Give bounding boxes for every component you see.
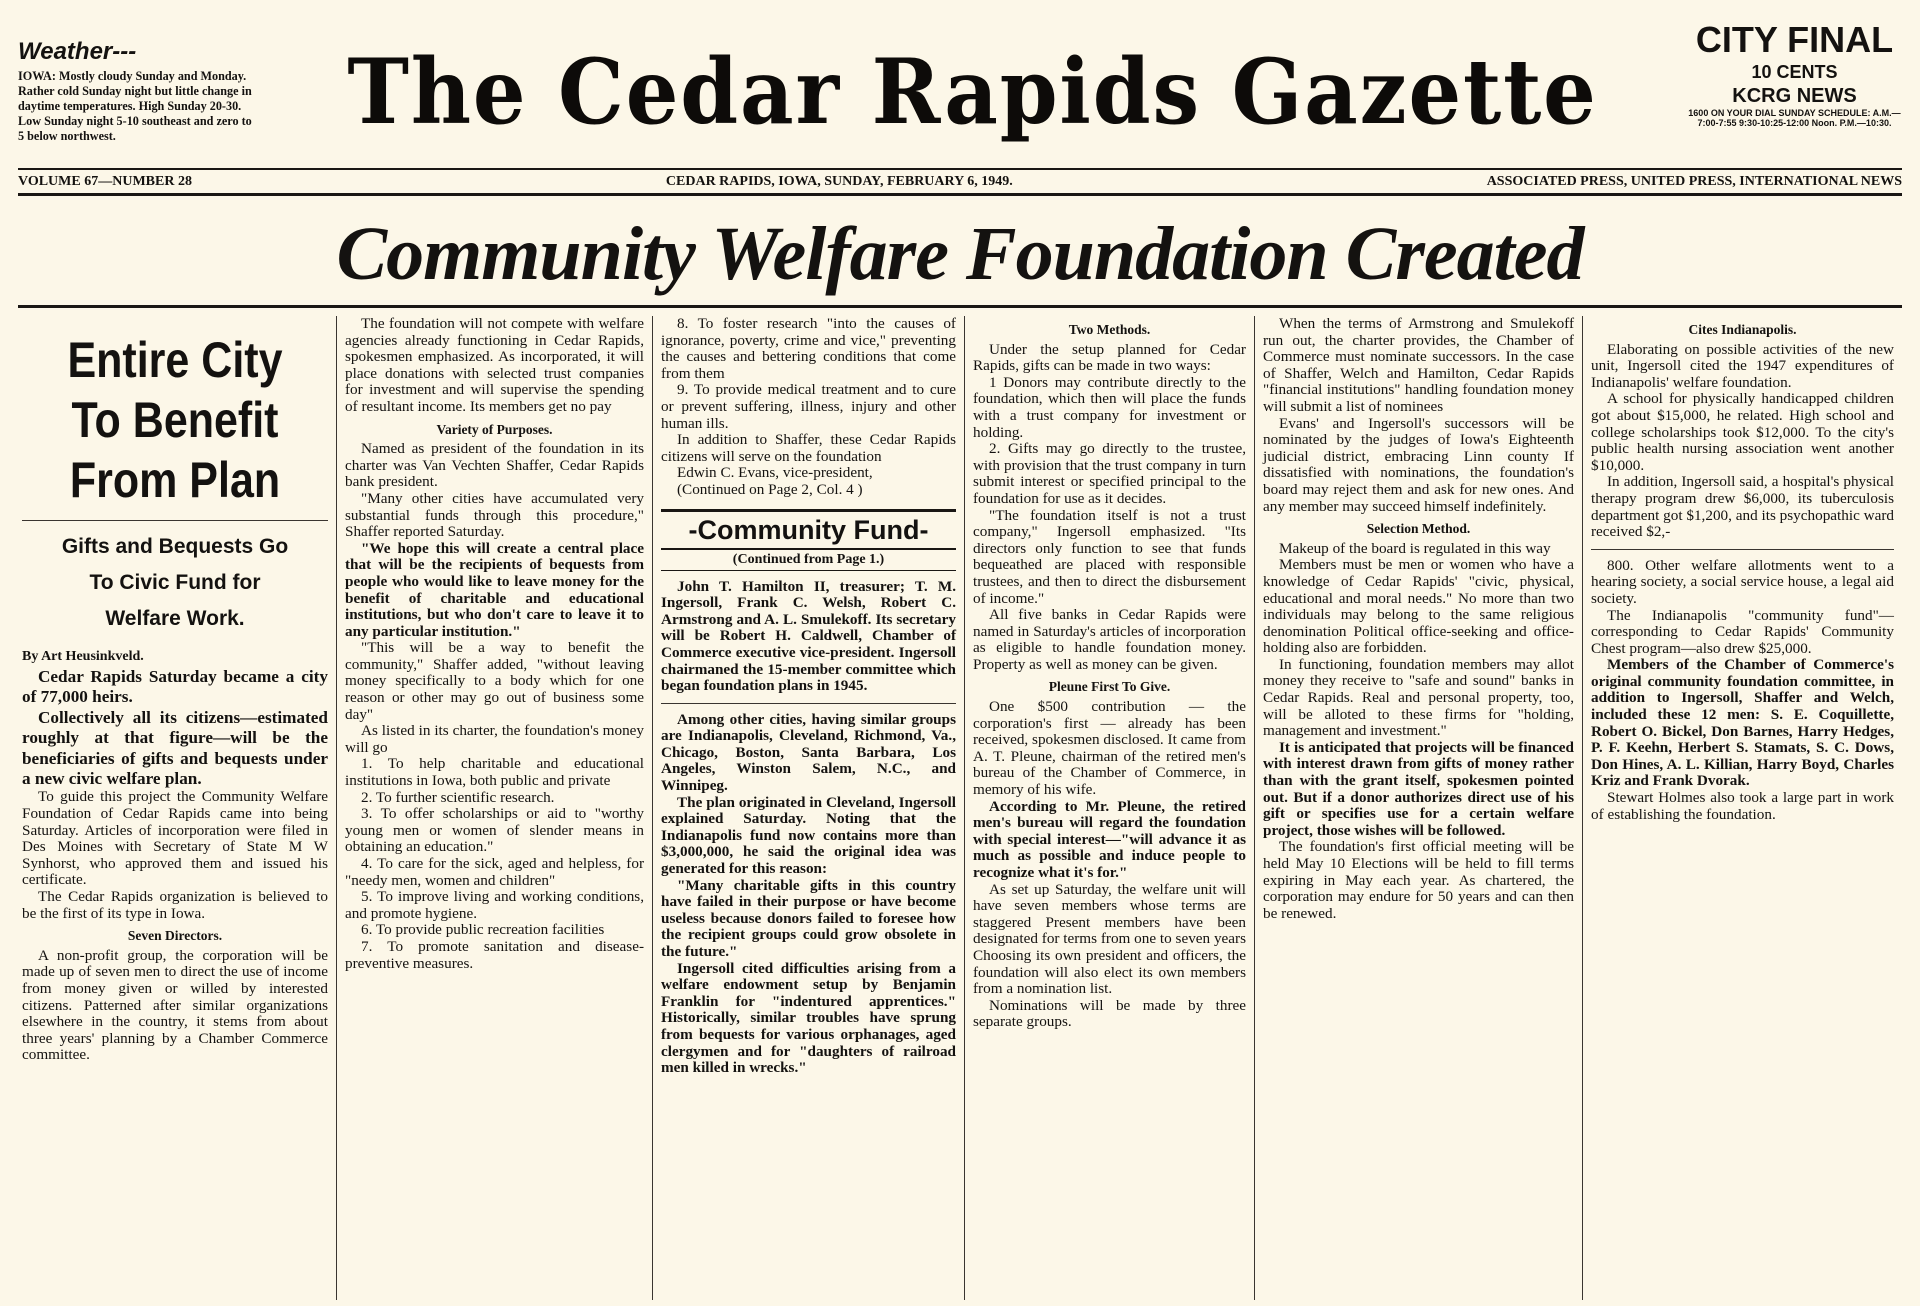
banner-headline: Community Welfare Foundation Created	[18, 204, 1902, 308]
paragraph: Edwin C. Evans, vice-president,	[677, 464, 873, 482]
edition-label: CITY FINAL	[1695, 19, 1894, 60]
paragraph: The foundation's first official meeting will be held May 10 Elections will be held to fill terms expiring in May each year. As chartered, the corporation may endure for 50 years and can then be renewed.	[1263, 838, 1574, 922]
place-date: CEDAR RAPIDS, IOWA, SUNDAY, FEBRUARY 6, 1949.	[665, 173, 1013, 189]
deck-line: Welfare Work.	[105, 607, 245, 630]
column-6	[1582, 316, 1902, 1300]
subhead: Variety of Purposes.	[436, 421, 553, 437]
paragraph: Members of the Chamber of Commerce's original community foundation committee, in addition to Ingersoll, Shaffer and Welch, included these 12 men: S. E. Coquillette, Robert O. Bickel, Don Barnes, Harry Hedges, P. F. Keehn, Herbert S. Stamats, S. C. Dows, Don Hines, A. L. Killian, Harry Boyd, Charles Kriz and Frank Dvorak.	[1591, 656, 1894, 790]
paragraph: A non-profit group, the corporation will be made up of seven men to direct the use of income from money given or willed by interested citizens. Patterned after similar organizations elsewhere in the country, it stems from about three years' planning by a Chamber Commerce committee.	[22, 946, 328, 1064]
story-headline	[43, 330, 306, 510]
paragraph: To guide this project the Community Welfare Foundation of Cedar Rapids came into being Saturday. Articles of incorporation were filed in Des Moines with Secretary of State M W Synhorst, who approved them and issued his certificate.	[22, 788, 328, 889]
weather-box	[18, 38, 258, 143]
paragraph: Makeup of the board is regulated in this way	[1279, 539, 1551, 557]
paragraph: Ingersoll cited difficulties arising from a welfare endowment setup by Benjamin Franklin for "indentured apprentices." Historically, similar troubles have sprung from bequests for various orphanages, aged clergymen and for "daughters of railroad men killed in wrecks."	[661, 959, 956, 1077]
list-item: 2. To further scientific research.	[361, 788, 555, 806]
radio-schedule: 1600 ON YOUR DIAL SUNDAY SCHEDULE: A.M.—7:00-7:55 9:30-10:25-12:00 Noon. P.M.—10:30.	[1688, 108, 1901, 128]
list-item: 4. To care for the sick, aged and helpless, for "needy men, women and children"	[345, 855, 644, 889]
divider	[661, 703, 956, 704]
subhead: Two Methods.	[1068, 322, 1151, 337]
paragraph: The Indianapolis "community fund"—corresponding to Cedar Rapids' Community Chest program—also drew $25,000.	[1591, 606, 1894, 657]
story-deck	[22, 529, 328, 637]
list-item: 3. To offer scholarships or aid to "worthy young men or women of slender means in obtaining an education."	[345, 805, 644, 856]
paragraph: In addition, Ingersoll said, a hospital's physical therapy program drew $6,000, its tuberculosis department got $1,200, and its psychopathic ward received $2,-	[1591, 473, 1894, 541]
story-headline-line: From Plan	[69, 452, 281, 508]
paragraph: In functioning, foundation members may allot money they receive to "safe and sound" banks in Cedar Rapids. Real and personal property, too, will be alloted to these firms for "holding, management and investment."	[1263, 655, 1574, 740]
column-2	[336, 316, 652, 1300]
continued-line: (Continued on Page 2, Col. 4 )	[677, 480, 863, 498]
paragraph: Under the setup planned for Cedar Rapids, gifts can be made in two ways:	[973, 340, 1246, 375]
edition-box	[1687, 20, 1902, 128]
paragraph: Named as president of the foundation in its charter was Van Vechten Shaffer, Cedar Rapids bank president.	[345, 440, 644, 491]
paragraph: One $500 contribution — the corporation's first — already has been received, spokesmen disclosed. It came from A. T. Pleune, chairman of the retired men's bureau of the Chamber of Commerce, in memory of his wife.	[973, 698, 1246, 799]
column-1	[18, 316, 336, 1300]
volume-number: VOLUME 67—NUMBER 28	[18, 173, 192, 189]
paragraph: As set up Saturday, the welfare unit will have seven members whose terms are staggered Present members have been designated for terms from one to seven years Choosing its own president and officers, the foundation will also elect its own members from a nomination list.	[973, 880, 1246, 998]
paragraph: The plan originated in Cleveland, Ingersoll explained Saturday. Noting that the Indianapolis fund now contains more than $3,000,000, he said the original idea was generated for this reason:	[661, 793, 956, 878]
paragraph: "This will be a way to benefit the community," Shaffer added, "without leaving money specifically to a body which for one reason or other may go out of business some day"	[345, 639, 644, 723]
story-headline-line: To Benefit	[71, 392, 279, 448]
divider	[1591, 549, 1894, 550]
paragraph: 800. Other welfare allotments went to a hearing society, a social service house, a legal aid society.	[1591, 556, 1894, 607]
column-3	[652, 316, 964, 1300]
paragraph: Elaborating on possible activities of the new unit, Ingersoll cited the 1947 expenditures of Indianapolis' welfare foundation.	[1591, 340, 1894, 391]
subhead: Seven Directors.	[127, 928, 223, 944]
paragraph: 1 Donors may contribute directly to the foundation, which then will place the funds with a trust company for investment or holding.	[973, 373, 1246, 441]
article-columns	[18, 316, 1902, 1300]
paragraph: All five banks in Cedar Rapids were named in Saturday's articles of incorporation as eligible to handle foundation money. Property as well as money can be given.	[973, 606, 1246, 673]
paragraph: As listed in its charter, the foundation's money will go	[345, 722, 644, 756]
subhead: Pleune First To Give.	[1048, 679, 1171, 695]
quote-paragraph: "We hope this will create a central place that will be the recipients of bequests from people who would like to leave money for the benefit of charitable and educational institutions, but who don't care to leave it to any particular institution."	[345, 539, 644, 640]
masthead	[260, 22, 1685, 162]
radio-station: KCRG NEWS	[1732, 85, 1857, 107]
weather-title: Weather---	[18, 38, 137, 65]
deck-line: To Civic Fund for	[89, 571, 261, 594]
column-4	[964, 316, 1254, 1300]
list-item: 1. To help charitable and educational institutions in Iowa, both public and private	[345, 755, 644, 790]
quote-paragraph: "Many charitable gifts in this country have failed in their purpose or have become useless because donors failed to foresee how the recipient groups could grow obsolete in the future."	[661, 876, 956, 960]
paragraph: In addition to Shaffer, these Cedar Rapids citizens will serve on the foundation	[661, 431, 956, 465]
subhead: Cites Indianapolis.	[1688, 322, 1797, 337]
list-item: 5. To improve living and working conditions, and promote hygiene.	[345, 888, 644, 922]
subhead: Selection Method.	[1366, 521, 1471, 537]
paragraph: According to Mr. Pleune, the retired men's bureau will regard the foundation with special interest—"will advance it as much as possible and induce people to recognize what it's for."	[973, 797, 1246, 881]
divider	[22, 520, 328, 521]
price: 10 CENTS	[1751, 62, 1838, 82]
lead-paragraph: Collectively all its citizens—estimated roughly at that figure—will be the beneficiaries of gifts and bequests under a new civic welfare plan.	[22, 707, 328, 789]
paragraph: Evans' and Ingersoll's successors will be nominated by the judges of Iowa's Eighteenth judicial district, embracing Linn county If dissatisfied with nominations, the foundation's board may reject them and ask for new ones. And any member may succeed himself indefinitely.	[1263, 414, 1574, 515]
paragraph: The Cedar Rapids organization is believed to be the first of its type in Iowa.	[22, 888, 328, 922]
list-item: 9. To provide medical treatment and to cure or prevent suffering, illness, injury and other human ills.	[661, 381, 956, 432]
masthead-title: The Cedar Rapids Gazette	[347, 39, 1598, 145]
list-item: 8. To foster research "into the causes of ignorance, poverty, crime and vice," preventing the causes and bettering conditions that come from them	[661, 316, 956, 382]
paragraph: The foundation will not compete with welfare agencies already functioning in Cedar Rapids, spokesmen emphasized. As incorporated, it will place donations with selected trust companies for investment and will supervise the spending of resultant income. Its members get no pay	[345, 316, 644, 415]
lead-paragraph: Cedar Rapids Saturday became a city of 77,000 heirs.	[22, 667, 328, 707]
deck-line: Gifts and Bequests Go	[61, 535, 289, 558]
paragraph: Members must be men or women who have a knowledge of Cedar Rapids' "civic, physical, educational and moral needs." No more than two individuals may belong to the same religious denomination Political office-seeking and office-holding also are forbidden.	[1263, 556, 1574, 657]
paragraph: "Many other cities have accumulated very substantial funds through this procedure," Shaffer reported Saturday.	[345, 489, 644, 541]
dateline-bar	[18, 168, 1902, 196]
paragraph: "The foundation itself is not a trust company," Ingersoll emphasized. "Its directors only function to see that funds bequeathed are placed with responsible trustees, and then to direct the disbursement of income."	[973, 506, 1246, 607]
paragraph: 2. Gifts may go directly to the trustee, with provision that the trust company in turn submit interest or specified principal to the foundation for use as it decides.	[973, 440, 1246, 507]
paragraph: Stewart Holmes also took a large part in work of establishing the foundation.	[1591, 789, 1894, 823]
paragraph: It is anticipated that projects will be financed with interest drawn from gifts of money rather than with the grant itself, spokesmen pointed out. But if a donor authorizes direct use of his gift or specifies use for a certain welfare project, those wishes will be followed.	[1263, 738, 1574, 839]
list-item: 6. To provide public recreation facilities	[361, 921, 605, 939]
column-5	[1254, 316, 1582, 1300]
paragraph: Nominations will be made by three separate groups.	[973, 996, 1246, 1031]
paragraph: When the terms of Armstrong and Smulekoff run out, the charter provides, the Chamber of Commerce must nominate successors. In the case of Shaffer, Welch and Hamilton, Cedar Rapids "financial institutions" handling foundation money will submit a list of nominees	[1263, 316, 1574, 415]
community-fund-head: -Community Fund-	[661, 509, 956, 550]
wire-services: ASSOCIATED PRESS, UNITED PRESS, INTERNATIONAL NEWS	[1486, 173, 1902, 189]
list-item: 7. To promote sanitation and disease-preventive measures.	[345, 937, 644, 972]
weather-forecast: IOWA: Mostly cloudy Sunday and Monday. Rather cold Sunday night but little change in daytime temperatures. High Sunday 20-30. Low Sunday night 5-10 southeast and zero to 5 below northwest.	[18, 69, 252, 143]
paragraph: A school for physically handicapped children got about $15,000, he related. High school and college scholarships took $12,000. To the city's public health nursing association went another $10,000.	[1591, 390, 1894, 474]
story-headline-line: Entire City	[67, 332, 283, 388]
continued-from: (Continued from Page 1.)	[661, 550, 956, 571]
paragraph: John T. Hamilton II, treasurer; T. M. Ingersoll, Frank C. Welsh, Robert C. Armstrong and A. L. Smulekoff. Its secretary will be Robert H. Caldwell, Chamber of Commerce executive vice-president. Ingersoll chairmaned the 15-member committee which began foundation plans in 1945.	[661, 577, 956, 695]
paragraph: Among other cities, having similar groups are Indianapolis, Cleveland, Richmond, Va., Chicago, Boston, Santa Barbara, Los Angeles, Winston Salem, N.C., and Winnipeg.	[661, 710, 956, 795]
byline: By Art Heusinkveld.	[22, 649, 144, 664]
